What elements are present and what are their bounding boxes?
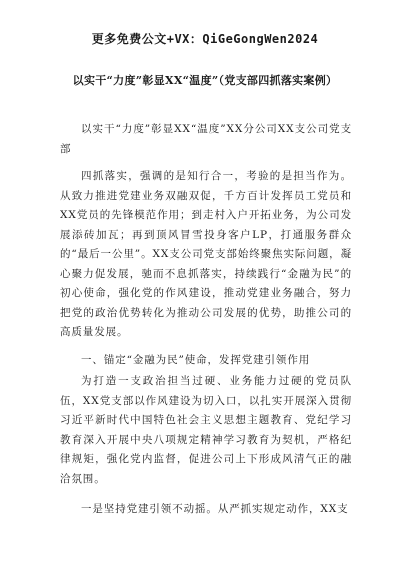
paragraph-section-1: 为打造一支政治担当过硬、业务能力过硬的党员队伍，XX党支部以作风建设为切入口，以扎实开展深入贯彻习近平新时代中国特色社会主义思想主题教育、党纪学习教育深入开展中央八项规定精神学习教育为契机，严格纪律规矩，强化党内监督，促进公司上下形成风清气正的融洽氛围。 <box>60 375 352 485</box>
watermark-header: 更多免费公文+VX：QiGeGongWen2024 <box>91 32 319 46</box>
document-body <box>60 120 352 531</box>
section-heading: 一、锚定“金融为民”使命，发挥党建引领作用 <box>81 353 311 366</box>
paragraph-intro: 以实干“力度”彰显XX“温度”XX分公司XX支公司党支部 <box>60 123 352 155</box>
paragraph-summary: 四抓落实，强调的是知行合一，考验的是担当作为。从致力推进党建业务双融双促，千方百计发挥员工党员和XX党员的先锋模范作用；到走村入户开拓业务，为公司发展添砖加瓦；再到顶风冒雪投身客户LP，打通服务群众的“最后一公里”。XX支公司党支部始终聚焦实际问题，凝心聚力促发展，驰而不息抓落实，持续践行“金融为民”的初心使命，强化党的作风建设，推动党建业务融合，努力把党的政治优势转化为推动公司发展的优势，助推公司的高质量发展。 <box>60 170 352 338</box>
paragraph-point-1: 一是坚持党建引领不动摇。从严抓实规定动作，XX支 <box>81 503 349 515</box>
document-title: 以实干“力度”彰显XX“温度”（党支部四抓落实案例） <box>72 74 338 87</box>
